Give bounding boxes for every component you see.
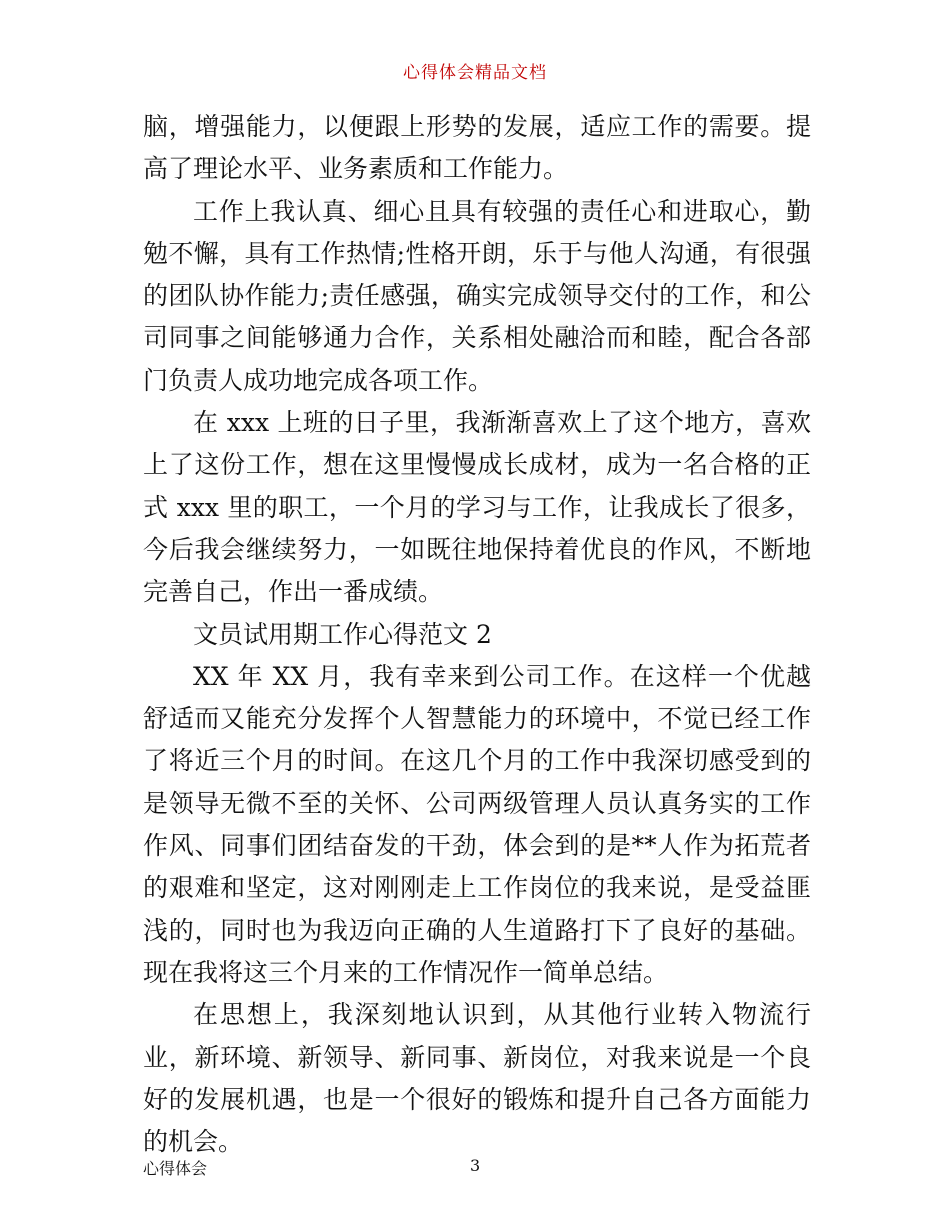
- paragraph: XX 年 XX 月，我有幸来到公司工作。在这样一个优越舒适而又能充分发挥个人智慧能力的环境中，不觉已经工作了将近三个月的时间。在这几个月的工作中我深切感受到的是领导无微不至的关怀、公司两级管理人员认真务实的工作作风、同事们团结奋发的干劲，体会到的是**人作为拓荒者的艰难和坚定，这对刚刚走上工作岗位的我来说，是受益匪浅的，同时也为我迈向正确的人生道路打下了良好的基础。现在我将这三个月来的工作情况作一简单总结。: [143, 661, 811, 987]
- footer-label: 心得体会: [143, 1159, 208, 1178]
- section-heading: 文员试用期工作心得范文 2: [193, 619, 492, 649]
- paragraph: 在 xxx 上班的日子里，我渐渐喜欢上了这个地方，喜欢上了这份工作，想在这里慢慢成长成材，成为一名合格的正式 xxx 里的职工，一个月的学习与工作，让我成长了很多，今后我会继续努力，一如既往地保持着优良的作风，不断地完善自己，作出一番成绩。: [143, 408, 811, 607]
- document-body: [143, 106, 811, 1163]
- document-header: 心得体会精品文档: [403, 63, 547, 83]
- paragraph: 脑，增强能力，以便跟上形势的发展，适应工作的需要。提高了理论水平、业务素质和工作能力。: [143, 112, 811, 184]
- page-number: 3: [470, 1156, 481, 1175]
- paragraph: 工作上我认真、细心且具有较强的责任心和进取心，勤勉不懈，具有工作热情;性格开朗，乐于与他人沟通，有很强的团队协作能力;责任感强，确实完成领导交付的工作，和公司同事之间能够通力合作，关系相处融洽而和睦，配合各部门负责人成功地完成各项工作。: [143, 196, 811, 395]
- paragraph: 在思想上，我深刻地认识到，从其他行业转入物流行业，新环境、新领导、新同事、新岗位，对我来说是一个良好的发展机遇，也是一个很好的锻炼和提升自己各方面能力的机会。: [143, 1000, 811, 1157]
